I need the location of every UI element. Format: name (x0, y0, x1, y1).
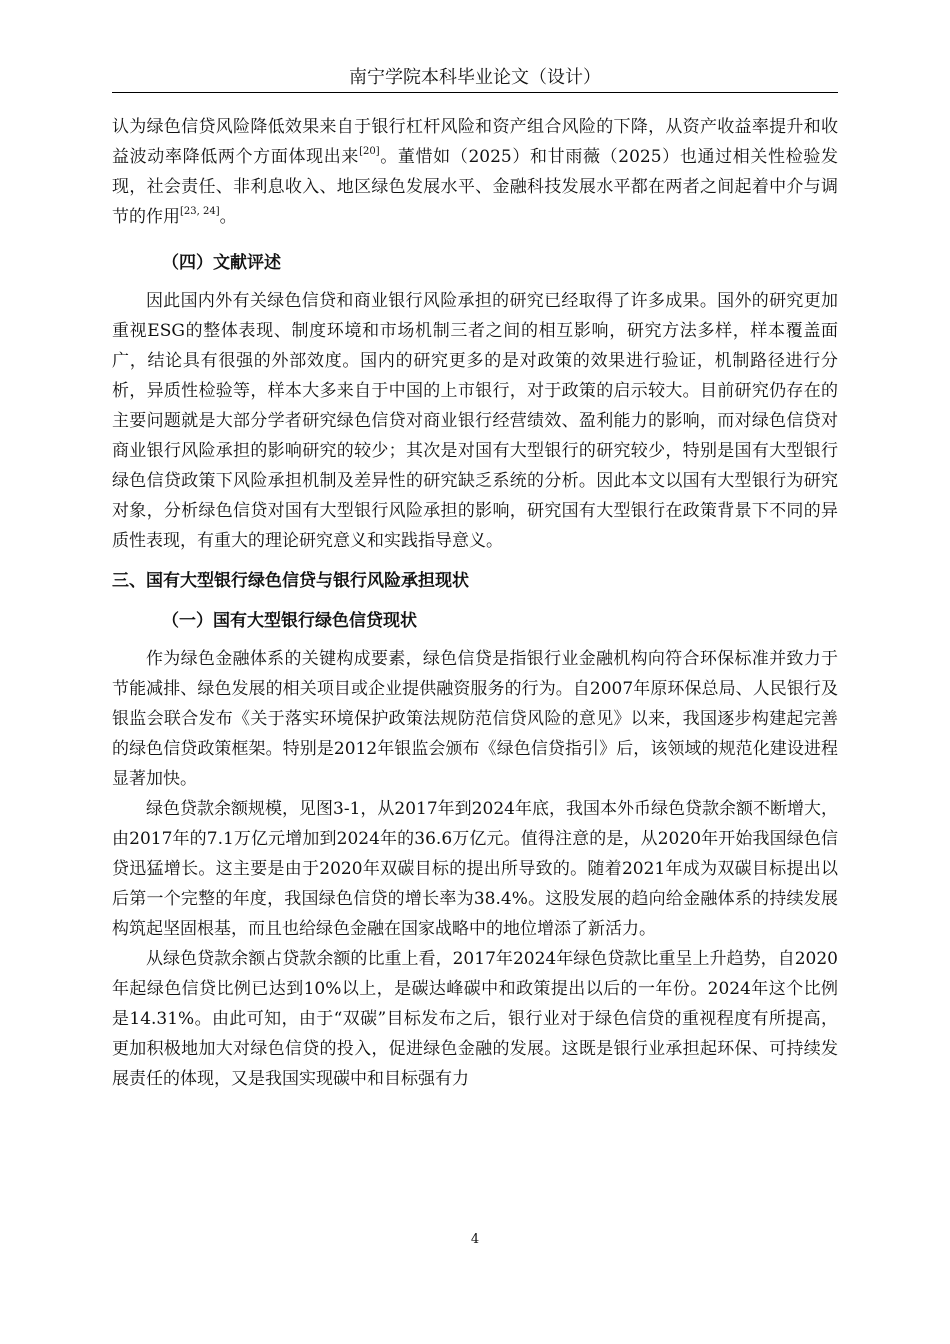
paragraph-text: 。董惜如（2025）和甘雨薇（2025）也通过相关性检验发现，社会责任、非利息收入、地区绿色发展水平、金融科技发展水平都在两者之间起着中介与调节的作用 (112, 147, 839, 227)
paragraph-text: 认为绿色信贷风险降低效果来自于银行杠杆风险和资产组合风险的下降，从资产收益率提升和收益波动率降低两个方面体现出来 (112, 117, 838, 167)
paragraph-text: 。 (219, 207, 237, 227)
header-rule (112, 92, 838, 93)
paragraph-literature-review: 因此国内外有关绿色信贷和商业银行风险承担的研究已经取得了许多成果。国外的研究更加重视ESG的整体表现、制度环境和市场机制三者之间的相互影响，研究方法多样，样本覆盖面广，结论具有很强的外部效度。国内的研究更多的是对政策的效果进行验证，机制路径进行分析，异质性检验等，样本大多来自于中国的上市银行，对于政策的启示较大。目前研究仍存在的主要问题就是大部分学者研究绿色信贷对商业银行经营绩效、盈利能力的影响，而对绿色信贷对商业银行风险承担的影响研究的较少；其次是对国有大型银行的研究较少，特别是国有大型银行绿色信贷政策下风险承担机制及差异性的研究缺乏系统的分析。因此本文以国有大型银行为研究对象，分析绿色信贷对国有大型银行风险承担的影响，研究国有大型银行在政策背景下不同的异质性表现，有重大的理论研究意义和实践指导意义。 (112, 291, 838, 551)
paragraph-green-credit-3: 从绿色贷款余额占贷款余额的比重上看，2017年2024年绿色贷款比重呈上升趋势，自2020年起绿色信贷比例已达到10%以上，是碳达峰碳中和政策提出以后的一年份。2024年这个比例是14.31%。由此可知，由于“双碳”目标发布之后，银行业对于绿色信贷的重视程度有所提高，更加积极地加大对绿色信贷的投入，促进绿色金融的发展。这既是银行业承担起环保、可持续发展责任的体现，又是我国实现碳中和目标强有力 (112, 949, 838, 1089)
chapter-heading-3: 三、国有大型银行绿色信贷与银行风险承担现状 (112, 571, 469, 591)
paragraph-green-credit-2: 绿色贷款余额规模，见图3-1，从2017年到2024年底，我国本外币绿色贷款余额不断增大，由2017年的7.1万亿元增加到2024年的36.6万亿元。值得注意的是，从2020年开始我国绿色信贷迅猛增长。这主要是由于2020年双碳目标的提出所导致的。随着2021年成为双碳目标提出以后第一个完整的年度，我国绿色信贷的增长率为38.4%。这股发展的趋向给金融体系的持续发展构筑起坚固根基，而且也给绿色金融在国家战略中的地位增添了新活力。 (112, 799, 838, 939)
citation-ref: [23, 24] (180, 206, 220, 217)
page-header-title: 南宁学院本科毕业论文（设计） (349, 67, 601, 88)
section-heading-green-credit: （一）国有大型银行绿色信贷现状 (162, 611, 417, 631)
paragraph-green-credit-1: 作为绿色金融体系的关键构成要素，绿色信贷是指银行业金融机构向符合环保标准并致力于节能减排、绿色发展的相关项目或企业提供融资服务的行为。自2007年原环保总局、人民银行及银监会联合发布《关于落实环境保护政策法规防范信贷风险的意见》以来，我国逐步构建起完善的绿色信贷政策框架。特别是2012年银监会颁布《绿色信贷指引》后，该领域的规范化建设进程显著加快。 (112, 649, 838, 789)
citation-ref: [20] (359, 146, 380, 157)
paragraph-continued (112, 112, 838, 232)
page-number: 4 (470, 1232, 480, 1247)
section-heading-literature-review: （四）文献评述 (162, 253, 281, 273)
page-body (112, 112, 838, 1094)
